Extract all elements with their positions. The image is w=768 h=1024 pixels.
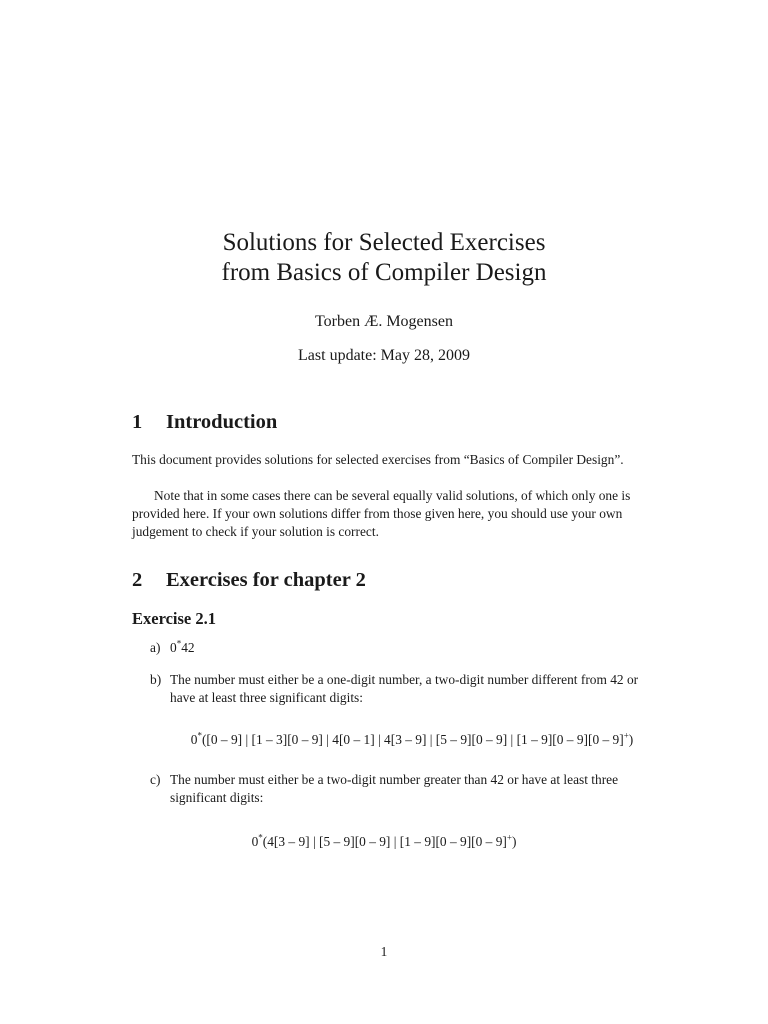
intro-paragraph-1: This document provides solutions for selected exercises from “Basics of Compiler Design”. (132, 452, 624, 467)
subsection-heading-exercise-2-1: Exercise 2.1 (132, 609, 217, 628)
document-title (0, 228, 768, 288)
item-label: c) (150, 772, 161, 787)
item-answer: 0*42 (170, 638, 195, 655)
exercise-item-a (150, 639, 650, 657)
exercise-item-c (150, 771, 650, 807)
section-heading-chapter-2 (132, 568, 366, 592)
last-update-date: Last update: May 28, 2009 (298, 347, 470, 364)
intro-paragraph-2: Note that in some cases there can be several equally valid solutions, of which only one is provided here. If your own solutions differ from those given here, you should use your own judgement to check if your solution is correct. (132, 488, 631, 539)
author-name: Torben Æ. Mogensen (315, 313, 453, 330)
item-label: b) (150, 672, 162, 687)
section-heading-introduction (132, 410, 277, 434)
title-line-1: Solutions for Selected Exercises (222, 229, 546, 256)
section-number: 2 (132, 569, 143, 591)
formula-c: 0*(4[3 – 9] | [5 – 9][0 – 9] | [1 – 9][0 – 9][0 – 9]+) (251, 832, 517, 849)
formula-b: 0*([0 – 9] | [1 – 3][0 – 9] | 4[0 – 1] | 4[3 – 9] | [5 – 9][0 – 9] | [1 – 9][0 – 9][0 – 9]+) (190, 730, 634, 747)
item-text: The number must either be a two-digit number greater than 42 or have at least three significant digits: (170, 772, 619, 805)
title-line-2: from Basics of Compiler Design (221, 259, 547, 286)
page-number: 1 (380, 944, 388, 959)
section-number: 1 (132, 411, 143, 433)
item-label: a) (150, 640, 161, 655)
section-title: Introduction (166, 411, 278, 433)
item-text: The number must either be a one-digit number, a two-digit number different from 42 or have at least three significant digits: (170, 672, 639, 705)
exercise-item-b (150, 671, 650, 707)
section-title: Exercises for chapter 2 (166, 569, 366, 591)
